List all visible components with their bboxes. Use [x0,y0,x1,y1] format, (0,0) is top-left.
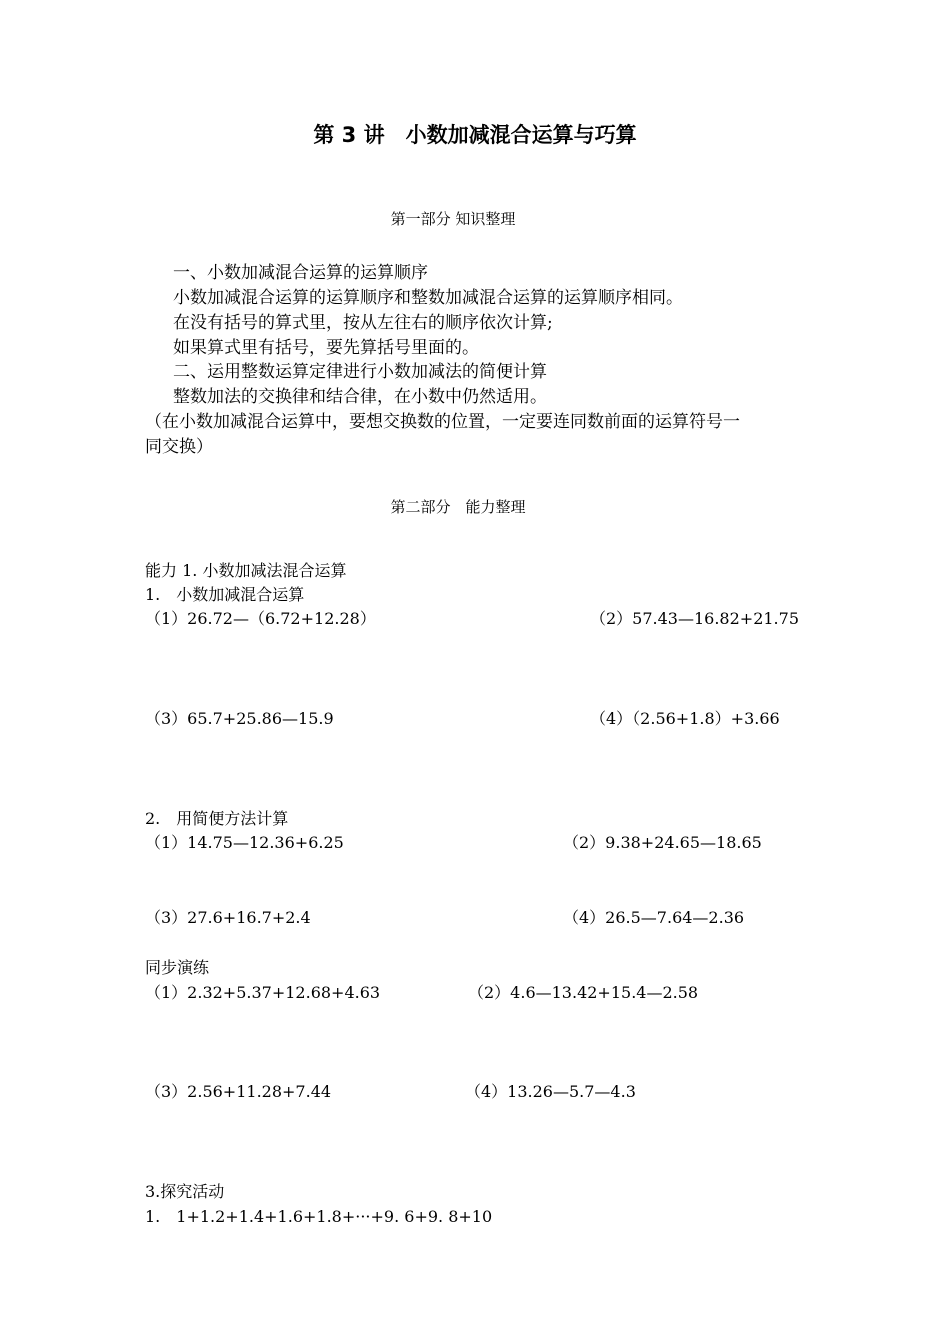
section-label: 1. 小数加减混合运算 [145,585,305,604]
exercise-item: （2）4.6—13.42+15.4—2.58 [468,983,699,1002]
section-label: 3.探究活动 [145,1182,225,1201]
knowledge-line: 如果算式里有括号，要先算括号里面的。 [173,338,479,358]
exercise-item: （3）2.56+11.28+7.44 [145,1082,332,1101]
exercise-item: （4）13.26—5.7—4.3 [465,1082,636,1101]
exercise-item: （3）27.6+16.7+2.4 [145,908,311,927]
exercise-item: （4）26.5—7.64—2.36 [563,908,745,927]
page-title: 第 3 讲 小数加减混合运算与巧算 [313,123,637,147]
exercise-item: （2）9.38+24.65—18.65 [563,833,762,852]
knowledge-note: 同交换） [145,437,213,457]
knowledge-line: 二、运用整数运算定律进行小数加减法的简便计算 [173,362,547,382]
part2-heading: 第二部分 能力整理 [390,498,526,516]
section-label: 同步演练 [145,958,210,977]
exercise-item: （1）26.72—（6.72+12.28） [145,609,376,628]
knowledge-line: 在没有括号的算式里，按从左往右的顺序依次计算; [173,313,553,333]
exercise-item: （4）（2.56+1.8）+3.66 [590,709,780,728]
exercise-item: 1. 1+1.2+1.4+1.6+1.8+···+9. 6+9. 8+10 [145,1207,493,1226]
knowledge-line: 小数加减混合运算的运算顺序和整数加减混合运算的运算顺序相同。 [173,288,683,308]
exercise-item: （1）14.75—12.36+6.25 [145,833,344,852]
exercise-item: （3）65.7+25.86—15.9 [145,709,334,728]
knowledge-line: 整数加法的交换律和结合律，在小数中仍然适用。 [173,387,547,407]
part1-heading: 第一部分 知识整理 [390,210,516,228]
knowledge-line: 一、小数加减混合运算的运算顺序 [173,263,428,283]
section-label: 2. 用简便方法计算 [145,809,289,828]
ability-heading: 能力 1. 小数加减法混合运算 [145,561,347,580]
exercise-item: （2）57.43—16.82+21.75 [590,609,800,628]
exercise-item: （1）2.32+5.37+12.68+4.63 [145,983,381,1002]
knowledge-note: （在小数加减混合运算中，要想交换数的位置，一定要连同数前面的运算符号一 [145,412,740,432]
